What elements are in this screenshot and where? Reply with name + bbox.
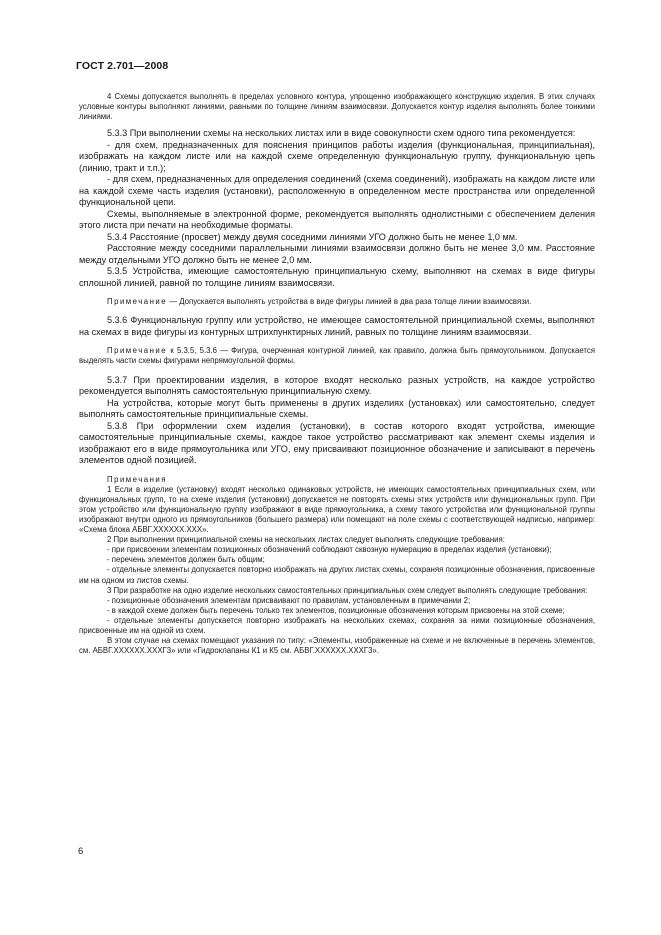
note-1: 1 Если в изделие (установку) входят несколько одинаковых устройств, не имеющих самостоятельных принципиальных схем, или функциональных групп, то на схеме изделия (установки) допускается не повторять схемы этих устройств или функциональных групп. При этом устройство или функциональную группу изображают в виде прямоугольника, а схему такого устройства или функциональной группы изображают внутри одного из прямоугольников (большего размера) или помещают на поле схемы с соответствующей надписью, например: «Схема блока АБВГ.XXXXXX.XXX». bbox=[79, 484, 595, 535]
note-label: Примечание bbox=[107, 346, 168, 356]
note-2-item-a: - при присвоении элементам позиционных обозначений соблюдают сквозную нумерацию в пределах изделия (установки); bbox=[107, 545, 552, 555]
note-2-item-c: - отдельные элементы допускается повторно изображать на других листах схемы, сохраняя позиционные обозначения, присвоенные им на одном из листов схемы. bbox=[79, 565, 595, 585]
clause-5-3-6: 5.3.6 Функциональную группу или устройство, не имеющее самостоятельной принципиальной схемы, выполняют на схемах в виде фигуры из контурных штрихпунктирных линий, равных по толщине линиям взаимосвязи. bbox=[79, 315, 595, 337]
clause-5-3-4: 5.3.4 Расстояние (просвет) между двумя соседними линиями УГО должно быть не менее 1,0 мм. bbox=[107, 231, 518, 242]
note-label: Примечание bbox=[107, 297, 168, 307]
clause-5-3-7-devices: На устройства, которые могут быть применены в других изделиях (установках) или самостоятельно, следует выполнять самостоятельные принципиальные схемы. bbox=[79, 397, 595, 420]
note-5-3-5 bbox=[79, 297, 595, 307]
note-3-item-c: - отдельные элементы допускается повторно изображать на нескольких схемах, сохраняя за ними позиционные обозначения, присвоенные им на одной из схем. bbox=[79, 615, 595, 635]
note-3: 3 При разработке на одно изделие нескольких самостоятельных принципиальных схем следует выполнять следующие требования: bbox=[107, 585, 588, 595]
clause-5-3-7: 5.3.7 При проектировании изделия, в которое входят несколько разных устройств, на каждое устройство рекомендуется выполнять самостоятельную принципиальную схему. bbox=[79, 374, 595, 397]
clause-5-3-3-item-b: - для схем, предназначенных для определения соединений (схема соединений), изображать на каждом листе или на каждой схеме часть изделия (установки), расположенную в определенном месте пространства или определенной функциональной цепи. bbox=[79, 174, 595, 208]
note-5-3-6 bbox=[79, 346, 595, 366]
clause-5-3-4-spacing: Расстояние между соседними параллельными линиями взаимосвязи должно быть не менее 3,0 мм. Расстояние между отдельными УГО должно быть не менее 2,0 мм. bbox=[79, 243, 595, 265]
clause-5-3-3: 5.3.3 При выполнении схемы на нескольких листах или в виде совокупности схем одного типа рекомендуется: bbox=[107, 128, 576, 139]
page-content bbox=[79, 92, 595, 656]
note-2: 2 При выполнении принципиальной схемы на нескольких листах следует выполнять следующие требования: bbox=[107, 535, 505, 545]
page-number: 6 bbox=[78, 846, 84, 857]
note-text: к 5.3.5, 5.3.6 — Фигура, очерченная контурной линией, как правило, должна быть прямоугольником. Допускается выделять части схемы фигурами непрямоугольной формы. bbox=[79, 346, 595, 366]
note-2-item-b: - перечень элементов должен быть общим; bbox=[107, 555, 265, 565]
clause-5-3-5: 5.3.5 Устройства, имеющие самостоятельную принципиальную схему, выполняют на схемах в виде фигуры сплошной линией, равной по толщине линиям взаимосвязи. bbox=[79, 266, 595, 288]
note-3-item-a: - позиционные обозначения элементам присваивают по правилам, установленным в примечании 2; bbox=[107, 595, 471, 605]
clause-5-3-8: 5.3.8 При оформлении схем изделия (установки), в состав которого входят устройства, имеющие самостоятельные принципиальные схемы, каждое такое устройство рассматривают как элемент схемы изделия и изображают его в виде прямоугольника или УГО, ему присваивают позиционное обозначение и записывают в перечень элементов одной позицией. bbox=[79, 420, 595, 466]
clause-5-3-3-item-a: - для схем, предназначенных для пояснения принципов работы изделия (функциональная, принципиальная), изображать на каждом листе или на каждой схеме определенную функциональную группу, функциональную цепь (линию, тракт и т.п.); bbox=[79, 139, 595, 173]
document-header: ГОСТ 2.701—2008 bbox=[76, 60, 169, 72]
note-4: 4 Схемы допускается выполнять в пределах условного контура, упрощенно изображающего конструкцию изделия. В этих случаях условные контуры выполняют линиями, равными по толщине линиям взаимосвязи. Допускается контур изделия выполнять более тонкими линиями. bbox=[79, 92, 595, 122]
clause-5-3-3-electronic: Схемы, выполняемые в электронной форме, рекомендуется выполнять однолистными с обеспечением деления этого листа при печати на необходимые форматы. bbox=[79, 208, 595, 231]
note-3-item-b: - в каждой схеме должен быть перечень только тех элементов, позиционные обозначения которым присвоены на этой схеме; bbox=[107, 605, 565, 615]
note-3-example: В этом случае на схемах помещают указания по типу: «Элементы, изображенные на схеме и не включенные в перечень элементов, см. АБВГ.XXXXXX.XXXГ3» или «Гидроклапаны К1 и К5 см. АБВГ.XXXXXX.XXXГ3». bbox=[79, 636, 595, 656]
notes-title: Примечания bbox=[107, 474, 168, 484]
note-text: — Допускается выполнять устройства в виде фигуры линией в два раза толще линии взаимосвязи. bbox=[167, 297, 532, 307]
